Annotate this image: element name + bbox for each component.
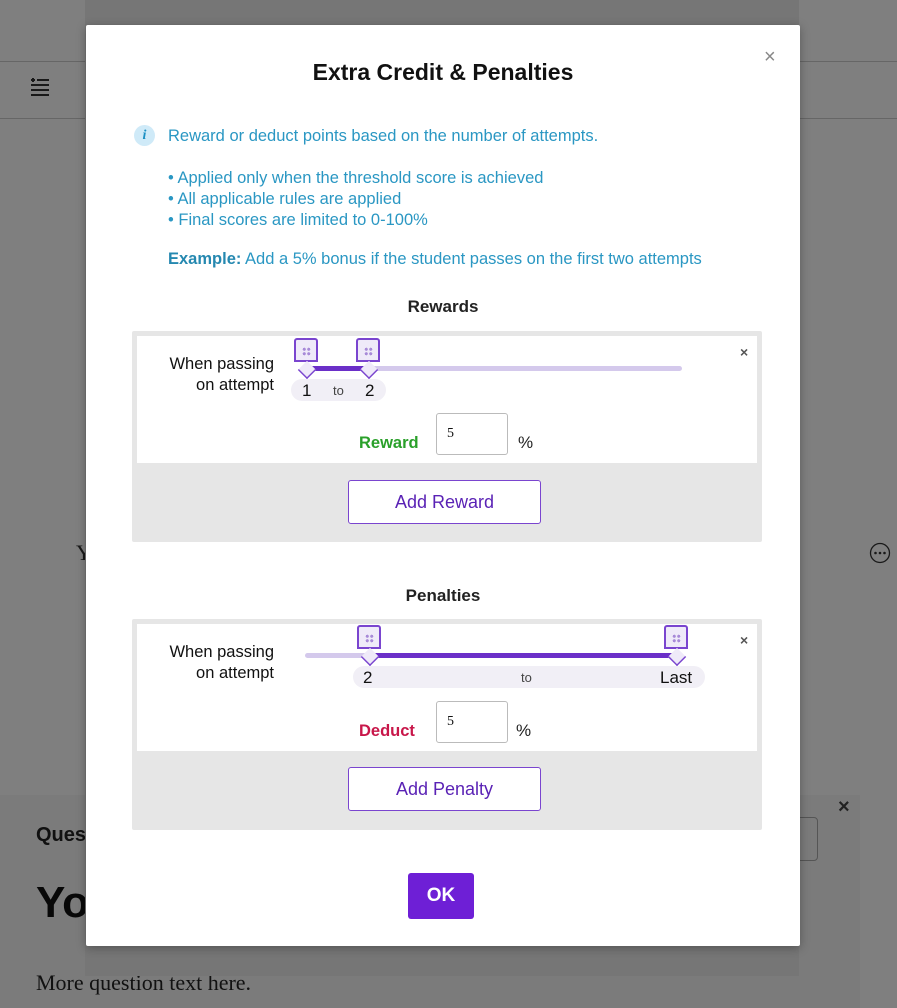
penalties-title: Penalties	[405, 586, 481, 605]
percent-sign: %	[516, 721, 532, 740]
reward-rule	[137, 336, 757, 463]
penalties-section	[132, 619, 762, 830]
reward-label: Reward	[359, 434, 419, 452]
remove-rule-icon[interactable]: ×	[740, 344, 749, 360]
slider-handle-end[interactable]	[356, 338, 380, 362]
rewards-section	[132, 331, 762, 542]
range-from: 2	[363, 668, 373, 687]
info-bullet: • Applied only when the threshold score is achieved	[168, 169, 544, 187]
rule-label-line1: When passing	[169, 643, 274, 661]
rewards-title: Rewards	[407, 297, 479, 316]
penalty-rule	[137, 624, 757, 751]
slider-handle-start[interactable]	[294, 338, 318, 362]
rule-label-line2: on attempt	[196, 664, 274, 682]
ok-button[interactable]: OK	[408, 873, 474, 919]
rule-label-line1: When passing	[169, 355, 274, 373]
close-icon[interactable]: ×	[764, 46, 776, 68]
info-example	[168, 250, 702, 269]
deduct-label: Deduct	[359, 722, 415, 740]
grip-dots-icon	[672, 634, 681, 643]
extra-credit-modal	[86, 25, 800, 946]
info-icon: i	[134, 125, 155, 146]
grip-dots-icon	[365, 634, 374, 643]
info-bullets	[168, 168, 543, 231]
range-to-word: to	[333, 383, 344, 398]
add-reward-button[interactable]: Add Reward	[348, 480, 541, 524]
modal-title: Extra Credit & Penalties	[312, 59, 574, 85]
reward-percent-input[interactable]	[436, 413, 508, 455]
example-text: Add a 5% bonus if the student passes on the first two attempts	[241, 250, 702, 268]
slider-handle-start[interactable]	[357, 625, 381, 649]
rule-label	[149, 642, 274, 684]
attempt-slider-range	[369, 653, 677, 658]
attempt-range-display	[353, 666, 705, 688]
percent-sign: %	[518, 433, 534, 452]
add-penalty-button[interactable]: Add Penalty	[348, 767, 541, 811]
info-intro: Reward or deduct points based on the number of attempts.	[168, 127, 599, 145]
grip-dots-icon	[364, 347, 373, 356]
range-to: 2	[365, 381, 375, 400]
attempt-range-display	[291, 379, 386, 401]
range-to: Last	[660, 668, 693, 687]
example-label: Example:	[168, 250, 242, 268]
deduct-percent-input[interactable]	[436, 701, 508, 743]
remove-rule-icon[interactable]: ×	[740, 632, 749, 648]
info-bullet: • All applicable rules are applied	[168, 190, 402, 208]
grip-dots-icon	[302, 347, 311, 356]
range-to-word: to	[521, 670, 532, 685]
info-bullet: • Final scores are limited to 0-100%	[168, 211, 428, 229]
rule-label-line2: on attempt	[196, 376, 274, 394]
rule-label	[149, 354, 274, 396]
slider-handle-end[interactable]	[664, 625, 688, 649]
range-from: 1	[302, 381, 312, 400]
